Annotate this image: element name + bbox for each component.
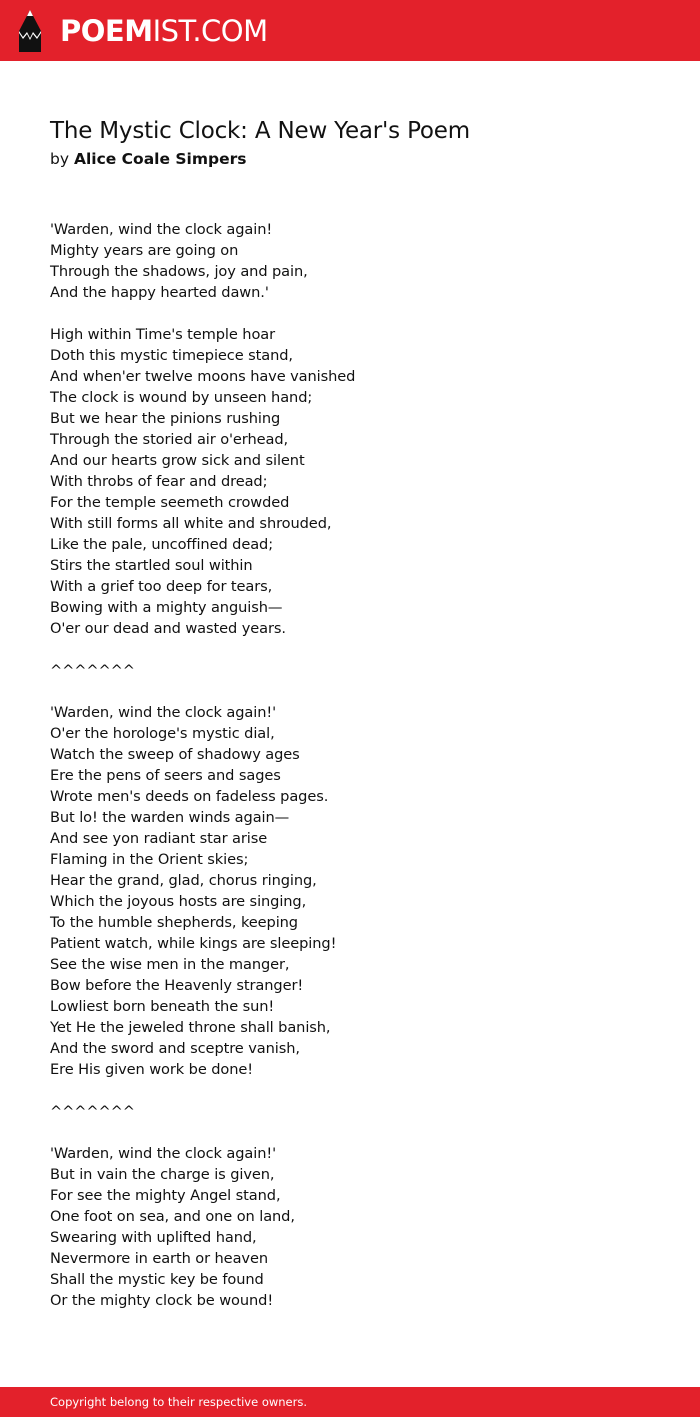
poem-line: But in vain the charge is given,: [50, 1166, 275, 1183]
logo-bold-text: POEM: [60, 13, 153, 48]
poem-line: Mighty years are going on: [50, 242, 239, 259]
poem-line: Doth this mystic timepiece stand,: [50, 347, 293, 364]
poem-line: And when'er twelve moons have vanished: [50, 368, 356, 385]
poem-line: Lowliest born beneath the sun!: [50, 998, 275, 1015]
poem-line: With still forms all white and shrouded,: [50, 515, 332, 532]
poem-line: And see yon radiant star arise: [50, 830, 268, 847]
poem-line: And the sword and sceptre vanish,: [50, 1040, 300, 1057]
poem-line: But we hear the pinions rushing: [50, 410, 281, 427]
poem-line: 'Warden, wind the clock again!': [50, 704, 277, 721]
poem-title: The Mystic Clock: A New Year's Poem: [50, 118, 470, 144]
by-prefix: by: [50, 150, 70, 168]
stanza: [50, 324, 650, 639]
poem-line: To the humble shepherds, keeping: [50, 914, 298, 931]
poem-line: Bowing with a mighty anguish—: [50, 599, 283, 616]
poem-line: Swearing with uplifted hand,: [50, 1229, 257, 1246]
poem-line: With a grief too deep for tears,: [50, 578, 273, 595]
author-name: Alice Coale Simpers: [73, 150, 247, 168]
poem-line: For the temple seemeth crowded: [50, 494, 290, 511]
logo-light-text: IST.COM: [152, 13, 268, 48]
poem-body: [50, 219, 650, 1332]
copyright-notice: Copyright belong to their respective owners.: [50, 1395, 308, 1409]
poem-line: Through the storied air o'erhead,: [50, 431, 289, 448]
poem-line: Nevermore in earth or heaven: [50, 1250, 268, 1267]
stanza: [50, 1101, 650, 1122]
byline: [50, 148, 650, 170]
site-footer: [0, 1387, 700, 1417]
poem-line: O'er the horologe's mystic dial,: [50, 725, 275, 742]
stanza: [50, 702, 650, 1080]
poem-line: ^^^^^^^: [50, 662, 135, 679]
poem-line: Stirs the startled soul within: [50, 557, 253, 574]
stanza: [50, 219, 650, 303]
poem-line: Ere the pens of seers and sages: [50, 767, 281, 784]
poem-line: Watch the sweep of shadowy ages: [50, 746, 300, 763]
stanza: [50, 1143, 650, 1311]
poem-line: For see the mighty Angel stand,: [50, 1187, 281, 1204]
site-logo-link[interactable]: [16, 8, 268, 54]
poem-line: Through the shadows, joy and pain,: [50, 263, 308, 280]
poem-line: See the wise men in the manger,: [50, 956, 290, 973]
site-logo-text: [60, 13, 268, 48]
poem-line: Hear the grand, glad, chorus ringing,: [50, 872, 317, 889]
poem-line: ^^^^^^^: [50, 1103, 135, 1120]
poem-line: 'Warden, wind the clock again!: [50, 221, 273, 238]
poem-line: And the happy hearted dawn.': [50, 284, 269, 301]
poem-line: 'Warden, wind the clock again!': [50, 1145, 277, 1162]
poem-line: With throbs of fear and dread;: [50, 473, 268, 490]
poem-line: But lo! the warden winds again—: [50, 809, 290, 826]
poem-line: Ere His given work be done!: [50, 1061, 254, 1078]
poem-line: Patient watch, while kings are sleeping!: [50, 935, 337, 952]
poem-line: Like the pale, uncoffined dead;: [50, 536, 274, 553]
poem-line: O'er our dead and wasted years.: [50, 620, 286, 637]
poem-line: Yet He the jeweled throne shall banish,: [50, 1019, 331, 1036]
poem-line: High within Time's temple hoar: [50, 326, 276, 343]
poem-header: [50, 114, 650, 170]
site-header: [0, 0, 700, 61]
poem-line: And our hearts grow sick and silent: [50, 452, 305, 469]
poem-line: Wrote men's deeds on fadeless pages.: [50, 788, 329, 805]
poem-line: Which the joyous hosts are singing,: [50, 893, 307, 910]
poem-line: Or the mighty clock be wound!: [50, 1292, 274, 1309]
poem-line: Shall the mystic key be found: [50, 1271, 264, 1288]
pencil-icon: [16, 9, 44, 53]
stanza: [50, 660, 650, 681]
poem-line: Bow before the Heavenly stranger!: [50, 977, 304, 994]
poem-line: Flaming in the Orient skies;: [50, 851, 249, 868]
poem-line: One foot on sea, and one on land,: [50, 1208, 295, 1225]
poem-line: The clock is wound by unseen hand;: [50, 389, 313, 406]
